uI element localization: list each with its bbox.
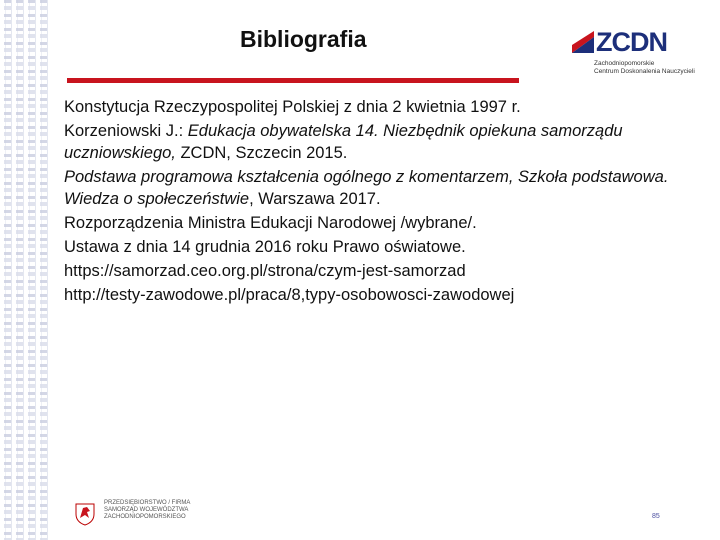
bibliography-entry: Rozporządzenia Ministra Edukacji Narodowej /wybrane/. <box>64 214 477 232</box>
bibliography-entry: Korzeniowski J.: Edukacja obywatelska 14. Niezbędnik opiekuna samorządu uczniowskiego, ZCDN, Szczecin 2015. <box>64 122 623 162</box>
zcdn-logo <box>572 26 695 76</box>
bibliography-entry: Konstytucja Rzeczypospolitej Polskiej z dnia 2 kwietnia 1997 r. <box>64 98 521 116</box>
zcdn-logo-subtitle <box>594 60 695 76</box>
bibliography-link[interactable]: http://testy-zawodowe.pl/praca/8,typy-osobowosci-zawodowej <box>64 286 515 304</box>
title-underline <box>67 78 519 83</box>
footer-logo-text: PRZEDSIĘBIORSTWO / FIRMA SAMORZĄD WOJEWÓDZTWA ZACHODNIOPOMORSKIEGO <box>104 500 191 520</box>
bibliography-list <box>64 96 692 308</box>
page-title: Bibliografia <box>240 26 367 52</box>
bibliography-entry: Podstawa programowa kształcenia ogólnego z komentarzem, Szkoła podstawowa. Wiedza o społeczeństwie, Warszawa 2017. <box>64 168 669 208</box>
bibliography-link[interactable]: https://samorzad.ceo.org.pl/strona/czym-jest-samorzad <box>64 262 466 280</box>
zcdn-subtitle-line1: Zachodniopomorskie <box>594 60 655 67</box>
zcdn-logo-mark-icon <box>572 31 596 53</box>
griffin-emblem-icon <box>72 500 98 526</box>
zcdn-subtitle-line2: Centrum Doskonalenia Nauczycieli <box>594 68 695 75</box>
bibliography-entry: Ustawa z dnia 14 grudnia 2016 roku Prawo oświatowe. <box>64 238 466 256</box>
zcdn-logo-text: ZCDN <box>596 27 667 57</box>
footer-logo <box>72 500 202 528</box>
decorative-side-strip <box>0 0 52 540</box>
page-number: 85 <box>652 513 660 520</box>
